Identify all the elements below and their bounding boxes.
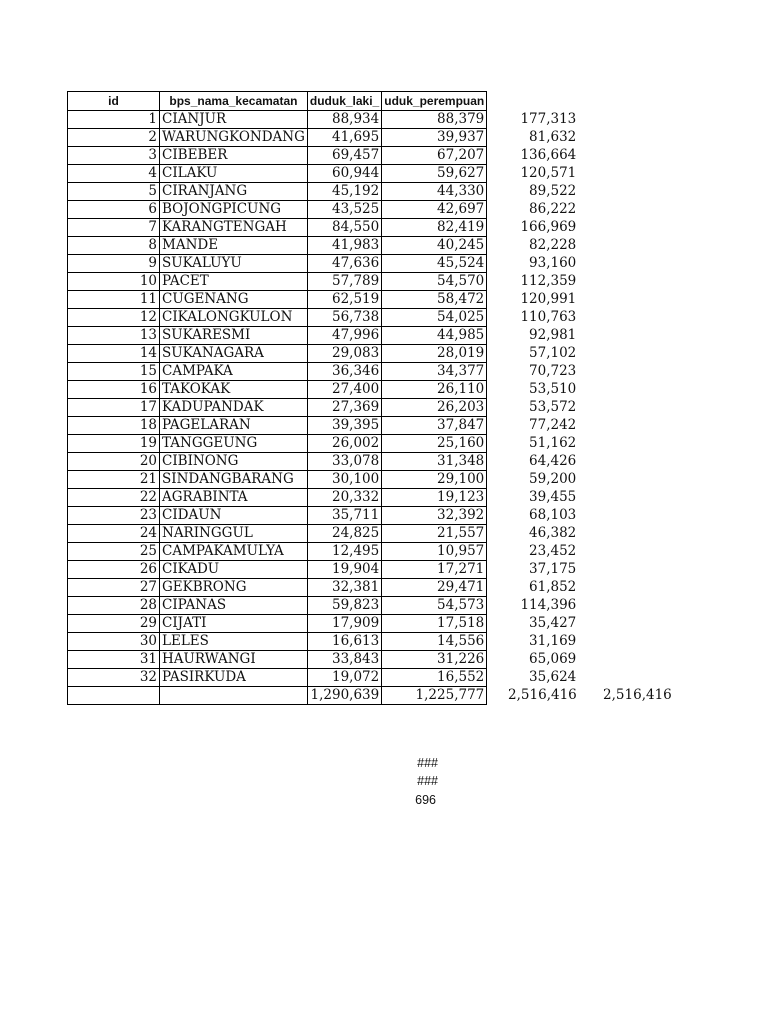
laki-cell[interactable]: 88,934 xyxy=(307,111,381,129)
perempuan-cell[interactable]: 40,245 xyxy=(382,237,487,255)
table-row xyxy=(68,525,674,543)
totals-name-cell[interactable] xyxy=(160,687,308,705)
perempuan-cell[interactable]: 67,207 xyxy=(382,147,487,165)
kecamatan-cell[interactable]: WARUNGKONDANG xyxy=(160,129,308,147)
table-row xyxy=(68,291,674,309)
laki-cell[interactable]: 16,613 xyxy=(307,633,381,651)
total-cell[interactable]: 53,510 xyxy=(529,381,577,397)
id-cell[interactable]: 11 xyxy=(68,291,160,309)
total-cell[interactable]: 57,102 xyxy=(529,345,577,361)
kecamatan-cell[interactable]: CIBINONG xyxy=(160,453,308,471)
laki-cell[interactable]: 32,381 xyxy=(307,579,381,597)
id-cell[interactable]: 19 xyxy=(68,435,160,453)
total-cell[interactable]: 177,313 xyxy=(520,111,577,127)
table-row xyxy=(68,309,674,327)
total-cell[interactable]: 23,452 xyxy=(529,543,577,559)
laki-cell[interactable]: 84,550 xyxy=(307,219,381,237)
empty-cell[interactable] xyxy=(579,237,674,255)
perempuan-cell[interactable]: 21,557 xyxy=(382,525,487,543)
perempuan-cell[interactable]: 58,472 xyxy=(382,291,487,309)
total-cell[interactable]: 51,162 xyxy=(529,435,577,451)
perempuan-cell[interactable]: 29,471 xyxy=(382,579,487,597)
id-cell[interactable]: 32 xyxy=(68,669,160,687)
perempuan-cell[interactable]: 17,518 xyxy=(382,615,487,633)
kecamatan-cell[interactable]: PAGELARAN xyxy=(160,417,308,435)
table-row xyxy=(68,147,674,165)
header-empty-extra[interactable] xyxy=(579,92,674,111)
total-cell[interactable]: 82,228 xyxy=(529,237,577,253)
kecamatan-cell[interactable]: CIKADU xyxy=(160,561,308,579)
total-cell[interactable]: 93,160 xyxy=(529,255,577,271)
perempuan-cell[interactable]: 17,271 xyxy=(382,561,487,579)
table-row xyxy=(68,201,674,219)
laki-cell[interactable]: 19,904 xyxy=(307,561,381,579)
table-row xyxy=(68,183,674,201)
table-row xyxy=(68,327,674,345)
total-cell[interactable]: 89,522 xyxy=(529,183,577,199)
empty-cell[interactable] xyxy=(579,147,674,165)
kecamatan-cell[interactable]: SUKARESMI xyxy=(160,327,308,345)
perempuan-cell[interactable]: 82,419 xyxy=(382,219,487,237)
grand-total-cell[interactable]: 2,516,416 xyxy=(508,687,577,703)
table-row xyxy=(68,417,674,435)
table-row xyxy=(68,273,674,291)
empty-cell[interactable] xyxy=(579,399,674,417)
empty-cell[interactable] xyxy=(579,489,674,507)
perempuan-cell[interactable]: 26,203 xyxy=(382,399,487,417)
empty-cell[interactable] xyxy=(579,543,674,561)
total-cell[interactable]: 37,175 xyxy=(529,561,577,577)
table-row xyxy=(68,669,674,687)
empty-cell[interactable] xyxy=(579,435,674,453)
empty-cell[interactable] xyxy=(579,111,674,129)
empty-cell[interactable] xyxy=(579,201,674,219)
laki-cell[interactable]: 41,983 xyxy=(307,237,381,255)
perempuan-cell[interactable]: 54,025 xyxy=(382,309,487,327)
table-row xyxy=(68,237,674,255)
perempuan-cell[interactable]: 42,697 xyxy=(382,201,487,219)
grand-total-check-cell[interactable]: 2,516,416 xyxy=(603,687,672,703)
id-cell[interactable]: 8 xyxy=(68,237,160,255)
empty-cell[interactable] xyxy=(579,291,674,309)
overflow-cell-1[interactable]: ### xyxy=(417,756,438,770)
total-cell[interactable]: 86,222 xyxy=(529,201,577,217)
laki-cell[interactable]: 12,495 xyxy=(307,543,381,561)
perempuan-cell[interactable]: 44,330 xyxy=(382,183,487,201)
laki-cell[interactable]: 45,192 xyxy=(307,183,381,201)
empty-cell[interactable] xyxy=(579,579,674,597)
id-cell[interactable]: 17 xyxy=(68,399,160,417)
id-cell[interactable]: 5 xyxy=(68,183,160,201)
id-cell[interactable]: 7 xyxy=(68,219,160,237)
perempuan-cell[interactable]: 14,556 xyxy=(382,633,487,651)
kecamatan-cell[interactable]: HAURWANGI xyxy=(160,651,308,669)
kecamatan-cell[interactable]: CIBEBER xyxy=(160,147,308,165)
empty-cell[interactable] xyxy=(579,327,674,345)
kecamatan-cell[interactable]: CIRANJANG xyxy=(160,183,308,201)
id-cell[interactable]: 9 xyxy=(68,255,160,273)
id-cell[interactable]: 12 xyxy=(68,309,160,327)
laki-cell[interactable]: 69,457 xyxy=(307,147,381,165)
kecamatan-cell[interactable]: SUKANAGARA xyxy=(160,345,308,363)
empty-cell[interactable] xyxy=(579,345,674,363)
kecamatan-cell[interactable]: CILAKU xyxy=(160,165,308,183)
id-cell[interactable]: 29 xyxy=(68,615,160,633)
table-row xyxy=(68,219,674,237)
empty-cell[interactable] xyxy=(579,381,674,399)
laki-cell[interactable]: 41,695 xyxy=(307,129,381,147)
perempuan-cell[interactable]: 34,377 xyxy=(382,363,487,381)
totals-row xyxy=(68,687,674,705)
table-row xyxy=(68,543,674,561)
laki-cell[interactable]: 19,072 xyxy=(307,669,381,687)
empty-cell[interactable] xyxy=(579,615,674,633)
kecamatan-cell[interactable]: TANGGEUNG xyxy=(160,435,308,453)
id-cell[interactable]: 31 xyxy=(68,651,160,669)
id-cell[interactable]: 13 xyxy=(68,327,160,345)
id-cell[interactable]: 26 xyxy=(68,561,160,579)
id-cell[interactable]: 3 xyxy=(68,147,160,165)
table-row xyxy=(68,489,674,507)
id-cell[interactable]: 28 xyxy=(68,597,160,615)
perempuan-cell[interactable]: 25,160 xyxy=(382,435,487,453)
kecamatan-cell[interactable]: CIDAUN xyxy=(160,507,308,525)
empty-cell[interactable] xyxy=(579,651,674,669)
kecamatan-cell[interactable]: CAMPAKA xyxy=(160,363,308,381)
empty-cell[interactable] xyxy=(579,633,674,651)
perempuan-cell[interactable]: 31,348 xyxy=(382,453,487,471)
header-row xyxy=(68,92,674,111)
table-row xyxy=(68,579,674,597)
header-empty-total[interactable] xyxy=(487,92,579,111)
value-cell-696[interactable]: 696 xyxy=(415,793,436,807)
header-id[interactable]: id xyxy=(68,92,160,111)
empty-cell[interactable] xyxy=(579,597,674,615)
header-kecamatan[interactable]: bps_nama_kecamatan xyxy=(160,92,308,111)
id-cell[interactable]: 18 xyxy=(68,417,160,435)
perempuan-cell[interactable]: 39,937 xyxy=(382,129,487,147)
total-cell[interactable]: 112,359 xyxy=(520,273,577,289)
id-cell[interactable]: 20 xyxy=(68,453,160,471)
perempuan-cell[interactable]: 26,110 xyxy=(382,381,487,399)
laki-cell[interactable]: 47,636 xyxy=(307,255,381,273)
perempuan-cell[interactable]: 54,573 xyxy=(382,597,487,615)
id-cell[interactable]: 14 xyxy=(68,345,160,363)
kecamatan-cell[interactable]: PASIRKUDA xyxy=(160,669,308,687)
table-row xyxy=(68,453,674,471)
id-cell[interactable]: 27 xyxy=(68,579,160,597)
perempuan-cell[interactable]: 37,847 xyxy=(382,417,487,435)
laki-cell[interactable]: 43,525 xyxy=(307,201,381,219)
empty-cell[interactable] xyxy=(579,453,674,471)
id-cell[interactable]: 23 xyxy=(68,507,160,525)
laki-cell[interactable]: 26,002 xyxy=(307,435,381,453)
laki-cell[interactable]: 33,078 xyxy=(307,453,381,471)
id-cell[interactable]: 15 xyxy=(68,363,160,381)
total-laki-cell[interactable]: 1,290,639 xyxy=(307,687,381,705)
empty-cell[interactable] xyxy=(579,255,674,273)
table-row xyxy=(68,255,674,273)
kecamatan-cell[interactable]: KADUPANDAK xyxy=(160,399,308,417)
kecamatan-cell[interactable]: BOJONGPICUNG xyxy=(160,201,308,219)
total-cell[interactable]: 31,169 xyxy=(529,633,577,649)
laki-cell[interactable]: 39,395 xyxy=(307,417,381,435)
id-cell[interactable]: 2 xyxy=(68,129,160,147)
population-table xyxy=(67,91,674,705)
laki-cell[interactable]: 33,843 xyxy=(307,651,381,669)
laki-cell[interactable]: 17,909 xyxy=(307,615,381,633)
empty-cell[interactable] xyxy=(579,417,674,435)
total-cell[interactable]: 53,572 xyxy=(529,399,577,415)
kecamatan-cell[interactable]: SUKALUYU xyxy=(160,255,308,273)
laki-cell[interactable]: 57,789 xyxy=(307,273,381,291)
perempuan-cell[interactable]: 32,392 xyxy=(382,507,487,525)
total-cell[interactable]: 39,455 xyxy=(529,489,577,505)
perempuan-cell[interactable]: 29,100 xyxy=(382,471,487,489)
table-row xyxy=(68,363,674,381)
id-cell[interactable]: 22 xyxy=(68,489,160,507)
empty-cell[interactable] xyxy=(579,165,674,183)
laki-cell[interactable]: 30,100 xyxy=(307,471,381,489)
table-row xyxy=(68,651,674,669)
laki-cell[interactable]: 60,944 xyxy=(307,165,381,183)
perempuan-cell[interactable]: 28,019 xyxy=(382,345,487,363)
table-row xyxy=(68,129,674,147)
empty-cell[interactable] xyxy=(579,273,674,291)
laki-cell[interactable]: 56,738 xyxy=(307,309,381,327)
perempuan-cell[interactable]: 54,570 xyxy=(382,273,487,291)
table-row xyxy=(68,597,674,615)
empty-cell[interactable] xyxy=(579,309,674,327)
total-cell[interactable]: 114,396 xyxy=(520,597,577,613)
total-cell[interactable]: 59,200 xyxy=(529,471,577,487)
id-cell[interactable]: 30 xyxy=(68,633,160,651)
perempuan-cell[interactable]: 31,226 xyxy=(382,651,487,669)
perempuan-cell[interactable]: 16,552 xyxy=(382,669,487,687)
id-cell[interactable]: 24 xyxy=(68,525,160,543)
table-row xyxy=(68,381,674,399)
kecamatan-cell[interactable]: CIKALONGKULON xyxy=(160,309,308,327)
header-perempuan[interactable]: uduk_perempuan xyxy=(382,92,487,111)
total-cell[interactable]: 46,382 xyxy=(529,525,577,541)
id-cell[interactable]: 1 xyxy=(68,111,160,129)
total-cell[interactable]: 81,632 xyxy=(529,129,577,145)
empty-cell[interactable] xyxy=(579,129,674,147)
table-row xyxy=(68,471,674,489)
table-row xyxy=(68,345,674,363)
total-cell[interactable]: 77,242 xyxy=(529,417,577,433)
laki-cell[interactable]: 24,825 xyxy=(307,525,381,543)
kecamatan-cell[interactable]: KARANGTENGAH xyxy=(160,219,308,237)
perempuan-cell[interactable]: 10,957 xyxy=(382,543,487,561)
id-cell[interactable]: 10 xyxy=(68,273,160,291)
total-cell[interactable]: 64,426 xyxy=(529,453,577,469)
id-cell[interactable]: 4 xyxy=(68,165,160,183)
kecamatan-cell[interactable]: SINDANGBARANG xyxy=(160,471,308,489)
total-cell[interactable]: 61,852 xyxy=(529,579,577,595)
id-cell[interactable]: 21 xyxy=(68,471,160,489)
id-cell[interactable]: 6 xyxy=(68,201,160,219)
kecamatan-cell[interactable]: AGRABINTA xyxy=(160,489,308,507)
total-perempuan-cell[interactable]: 1,225,777 xyxy=(382,687,487,705)
total-cell[interactable]: 166,969 xyxy=(520,219,577,235)
kecamatan-cell[interactable]: PACET xyxy=(160,273,308,291)
empty-cell[interactable] xyxy=(579,363,674,381)
kecamatan-cell[interactable]: LELES xyxy=(160,633,308,651)
total-cell[interactable]: 92,981 xyxy=(529,327,577,343)
empty-cell[interactable] xyxy=(579,183,674,201)
table-row xyxy=(68,165,674,183)
table-row xyxy=(68,507,674,525)
id-cell[interactable]: 16 xyxy=(68,381,160,399)
total-cell[interactable]: 136,664 xyxy=(520,147,577,163)
kecamatan-cell[interactable]: CAMPAKAMULYA xyxy=(160,543,308,561)
table-row xyxy=(68,561,674,579)
total-cell[interactable]: 65,069 xyxy=(529,651,577,667)
perempuan-cell[interactable]: 44,985 xyxy=(382,327,487,345)
total-cell[interactable]: 35,624 xyxy=(529,669,577,685)
kecamatan-cell[interactable]: CIJATI xyxy=(160,615,308,633)
empty-cell[interactable] xyxy=(579,561,674,579)
kecamatan-cell[interactable]: CIANJUR xyxy=(160,111,308,129)
laki-cell[interactable]: 27,369 xyxy=(307,399,381,417)
total-cell[interactable]: 70,723 xyxy=(529,363,577,379)
laki-cell[interactable]: 29,083 xyxy=(307,345,381,363)
id-cell[interactable]: 25 xyxy=(68,543,160,561)
laki-cell[interactable]: 36,346 xyxy=(307,363,381,381)
laki-cell[interactable]: 27,400 xyxy=(307,381,381,399)
kecamatan-cell[interactable]: NARINGGUL xyxy=(160,525,308,543)
total-cell[interactable]: 68,103 xyxy=(529,507,577,523)
laki-cell[interactable]: 47,996 xyxy=(307,327,381,345)
header-laki[interactable]: duduk_laki_ xyxy=(307,92,381,111)
laki-cell[interactable]: 35,711 xyxy=(307,507,381,525)
empty-cell[interactable] xyxy=(579,669,674,687)
table-row xyxy=(68,111,674,129)
empty-cell[interactable] xyxy=(579,525,674,543)
empty-cell[interactable] xyxy=(579,219,674,237)
kecamatan-cell[interactable]: CUGENANG xyxy=(160,291,308,309)
table-row xyxy=(68,399,674,417)
kecamatan-cell[interactable]: GEKBRONG xyxy=(160,579,308,597)
perempuan-cell[interactable]: 88,379 xyxy=(382,111,487,129)
table-row xyxy=(68,615,674,633)
total-cell[interactable]: 35,427 xyxy=(529,615,577,631)
table-row xyxy=(68,435,674,453)
kecamatan-cell[interactable]: CIPANAS xyxy=(160,597,308,615)
total-cell[interactable]: 120,991 xyxy=(520,291,577,307)
laki-cell[interactable]: 59,823 xyxy=(307,597,381,615)
totals-id-cell[interactable] xyxy=(68,687,160,705)
overflow-cell-2[interactable]: ### xyxy=(417,774,438,788)
total-cell[interactable]: 110,763 xyxy=(520,309,577,325)
laki-cell[interactable]: 20,332 xyxy=(307,489,381,507)
table-body xyxy=(68,111,674,687)
perempuan-cell[interactable]: 45,524 xyxy=(382,255,487,273)
table-row xyxy=(68,633,674,651)
empty-cell[interactable] xyxy=(579,507,674,525)
total-cell[interactable]: 120,571 xyxy=(520,165,577,181)
perempuan-cell[interactable]: 59,627 xyxy=(382,165,487,183)
kecamatan-cell[interactable]: TAKOKAK xyxy=(160,381,308,399)
perempuan-cell[interactable]: 19,123 xyxy=(382,489,487,507)
empty-cell[interactable] xyxy=(579,471,674,489)
kecamatan-cell[interactable]: MANDE xyxy=(160,237,308,255)
laki-cell[interactable]: 62,519 xyxy=(307,291,381,309)
